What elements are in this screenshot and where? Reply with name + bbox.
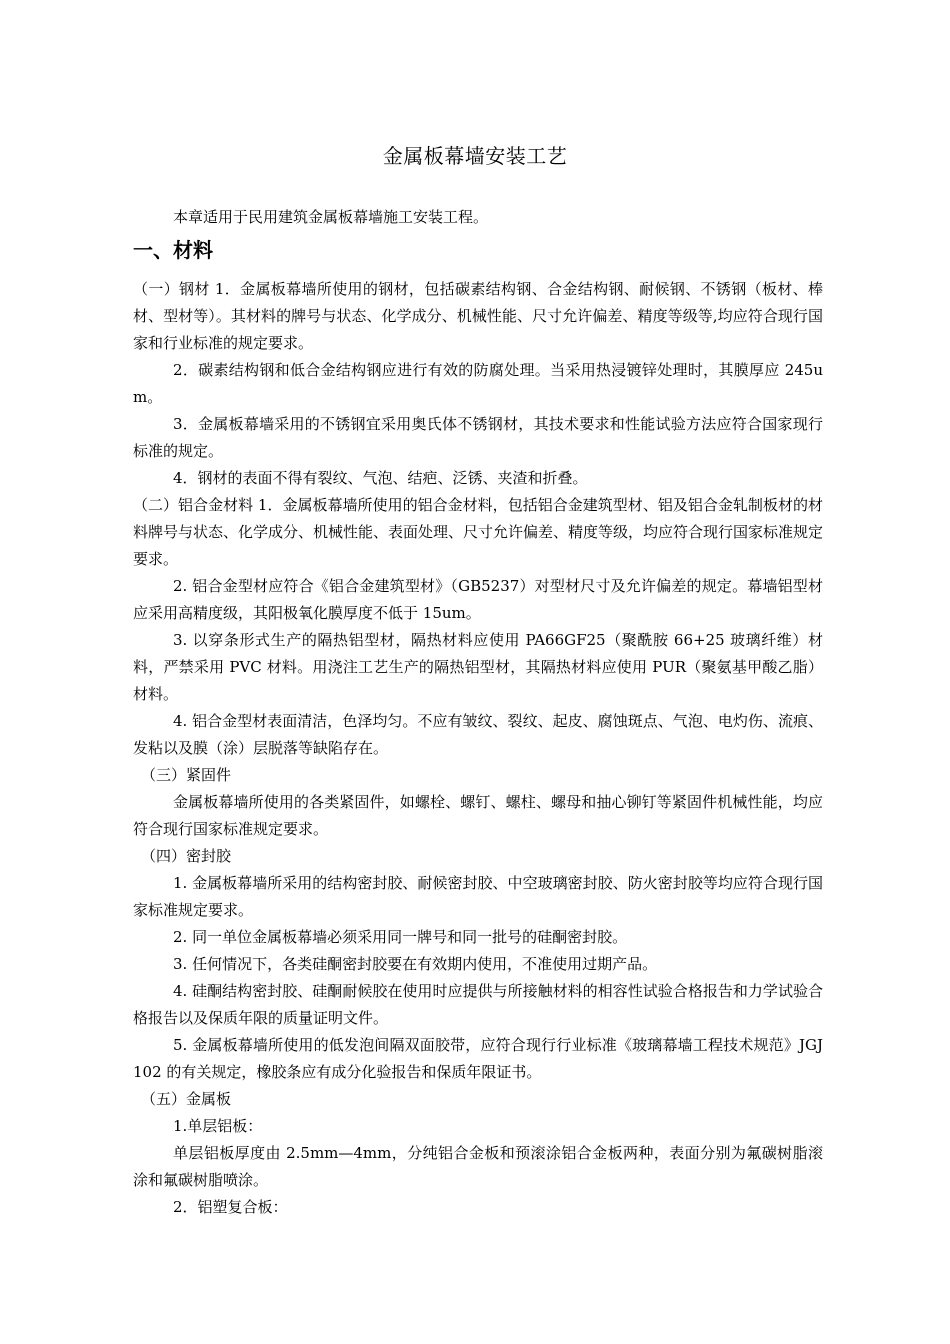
paragraph-steel-2: 2．碳素结构钢和低合金结构钢应进行有效的防腐处理。当采用热浸镀锌处理时，其膜厚应 245um。 <box>133 361 823 406</box>
paragraph-sealant-2: 2. 同一单位金属板幕墙必须采用同一牌号和同一批号的硅酮密封胶。 <box>173 928 628 946</box>
item-aluminum-composite: 2．铝塑复合板： <box>173 1198 288 1216</box>
item-single-layer-aluminum: 1.单层铝板： <box>173 1117 263 1135</box>
paragraph-steel-1: （一）钢材 1．金属板幕墙所使用的钢材，包括碳素结构钢、合金结构钢、耐候钢、不锈钢（板材、棒材、型材等）。其材料的牌号与状态、化学成分、机械性能、尺寸允许偏差、精度等级等,均应符合现行国家和行业标准的规定要求。 <box>133 280 823 352</box>
paragraph-single-layer-aluminum: 单层铝板厚度由 2.5mm—4mm，分纯铝合金板和预滚涂铝合金板两种，表面分别为氟碳树脂滚涂和氟碳树脂喷涂。 <box>133 1144 823 1189</box>
paragraph-steel-4: 4．钢材的表面不得有裂纹、气泡、结疤、泛锈、夹渣和折叠。 <box>173 469 588 487</box>
subheading-sealant: （四）密封胶 <box>141 847 232 865</box>
paragraph-sealant-4: 4. 硅酮结构密封胶、硅酮耐候胶在使用时应提供与所接触材料的相容性试验合格报告和力学试验合格报告以及保质年限的质量证明文件。 <box>133 982 823 1027</box>
subheading-metal-panel: （五）金属板 <box>141 1090 232 1108</box>
paragraph-steel-3: 3．金属板幕墙采用的不锈钢宜采用奥氏体不锈钢材，其技术要求和性能试验方法应符合国家现行标准的规定。 <box>133 415 823 460</box>
document-body <box>133 204 823 1221</box>
paragraph-sealant-5: 5. 金属板幕墙所使用的低发泡间隔双面胶带，应符合现行行业标准《玻璃幕墙工程技术规范》JGJ102 的有关规定，橡胶条应有成分化验报告和保质年限证书。 <box>133 1036 823 1081</box>
document-title: 金属板幕墙安装工艺 <box>382 144 568 168</box>
paragraph-aluminum-3: 3. 以穿条形式生产的隔热铝型材，隔热材料应使用 PA66GF25（聚酰胺 66+25 玻璃纤维）材料，严禁采用 PVC 材料。用浇注工艺生产的隔热铝型材，其隔热材料应使用 PUR（聚氨基甲酸乙脂）材料。 <box>133 631 823 703</box>
intro-paragraph: 本章适用于民用建筑金属板幕墙施工安装工程。 <box>173 208 489 226</box>
paragraph-fasteners: 金属板幕墙所使用的各类紧固件，如螺栓、螺钉、螺柱、螺母和抽心铆钉等紧固件机械性能，均应符合现行国家标准规定要求。 <box>133 793 823 838</box>
paragraph-sealant-1: 1. 金属板幕墙所采用的结构密封胶、耐候密封胶、中空玻璃密封胶、防火密封胶等均应符合现行国家标准规定要求。 <box>133 874 823 919</box>
paragraph-aluminum-4: 4. 铝合金型材表面清洁，色泽均匀。不应有皱纹、裂纹、起皮、腐蚀斑点、气泡、电灼伤、流痕、发粘以及膜（涂）层脱落等缺陷存在。 <box>133 712 823 757</box>
section-heading-materials: 一、材料 <box>133 238 213 262</box>
paragraph-aluminum-1: （二）铝合金材料 1．金属板幕墙所使用的铝合金材料，包括铝合金建筑型材、铝及铝合金轧制板材的材料牌号与状态、化学成分、机械性能、表面处理、尺寸允许偏差、精度等级，均应符合现行国家标准规定要求。 <box>133 496 824 568</box>
subheading-fasteners: （三）紧固件 <box>141 766 232 784</box>
paragraph-sealant-3: 3. 任何情况下，各类硅酮密封胶要在有效期内使用，不准使用过期产品。 <box>173 955 658 973</box>
paragraph-aluminum-2: 2. 铝合金型材应符合《铝合金建筑型材》（GB5237）对型材尺寸及允许偏差的规定。幕墙铝型材应采用高精度级，其阳极氧化膜厚度不低于 15um。 <box>133 577 823 622</box>
